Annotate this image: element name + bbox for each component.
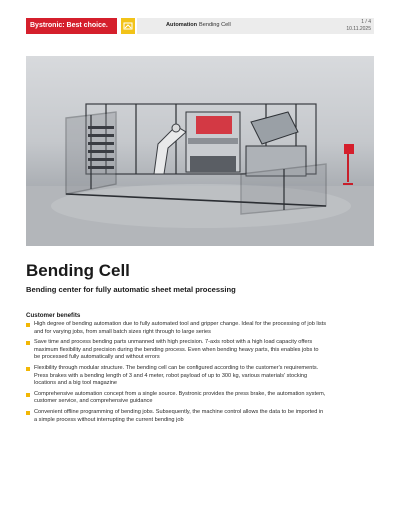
document-date: 10.11.2025 [346, 26, 371, 32]
benefit-text: Convenient offline programming of bending jobs. Subsequently, the machine control allows the data to be imported in a simple process without interrupting the current bending job [34, 408, 324, 423]
bending-cell-machine-icon [26, 56, 374, 246]
bullet-square-icon [26, 393, 30, 397]
category-title: Automation [166, 22, 198, 28]
bullet-square-icon [26, 323, 30, 327]
product-photo [26, 56, 374, 246]
benefits-list [26, 321, 326, 427]
bullet-square-icon [26, 367, 30, 371]
list-item [26, 321, 326, 336]
page-header [26, 18, 374, 34]
benefit-text: Save time and process bending parts unmanned with high precision. 7-axis robot with a high load capacity offers maximum flexibility and precision during the bending process. Even when bending heavy parts, this enables jobs to be processed fully automatically and without errors [34, 339, 319, 361]
bullet-square-icon [26, 411, 30, 415]
page-title: Bending Cell [26, 261, 130, 280]
product-name: Bending Cell [199, 22, 231, 28]
section-title: Customer benefits [26, 312, 81, 319]
benefit-text: Flexibility through modular structure. The bending cell can be configured according to the customer's requirements. Press brakes with a bending length of 3 and 4 meter, robot payload of up to 300 kg, various materials' stocking locations and a big tool magazine [34, 364, 319, 387]
list-item [26, 409, 326, 424]
list-item [26, 339, 326, 362]
list-item [26, 391, 326, 406]
page-subtitle: Bending center for fully automatic sheet metal processing [26, 285, 236, 294]
automation-category-icon [121, 18, 135, 34]
page-info [346, 19, 371, 33]
page-number: 1 / 4 [361, 19, 371, 25]
benefit-text: High degree of bending automation due to fully automated tool and gripper change. Ideal for the processing of job lists and for varying jobs, from small batch sizes right through to large series [34, 321, 326, 335]
benefit-text: Comprehensive automation concept from a single source. Bystronic provides the press brake, the automation system, customer service, and comprehensive guidance [34, 390, 326, 405]
bullet-square-icon [26, 341, 30, 345]
brand-logo: Bystronic: Best choice. [26, 18, 117, 34]
list-item [26, 365, 326, 388]
